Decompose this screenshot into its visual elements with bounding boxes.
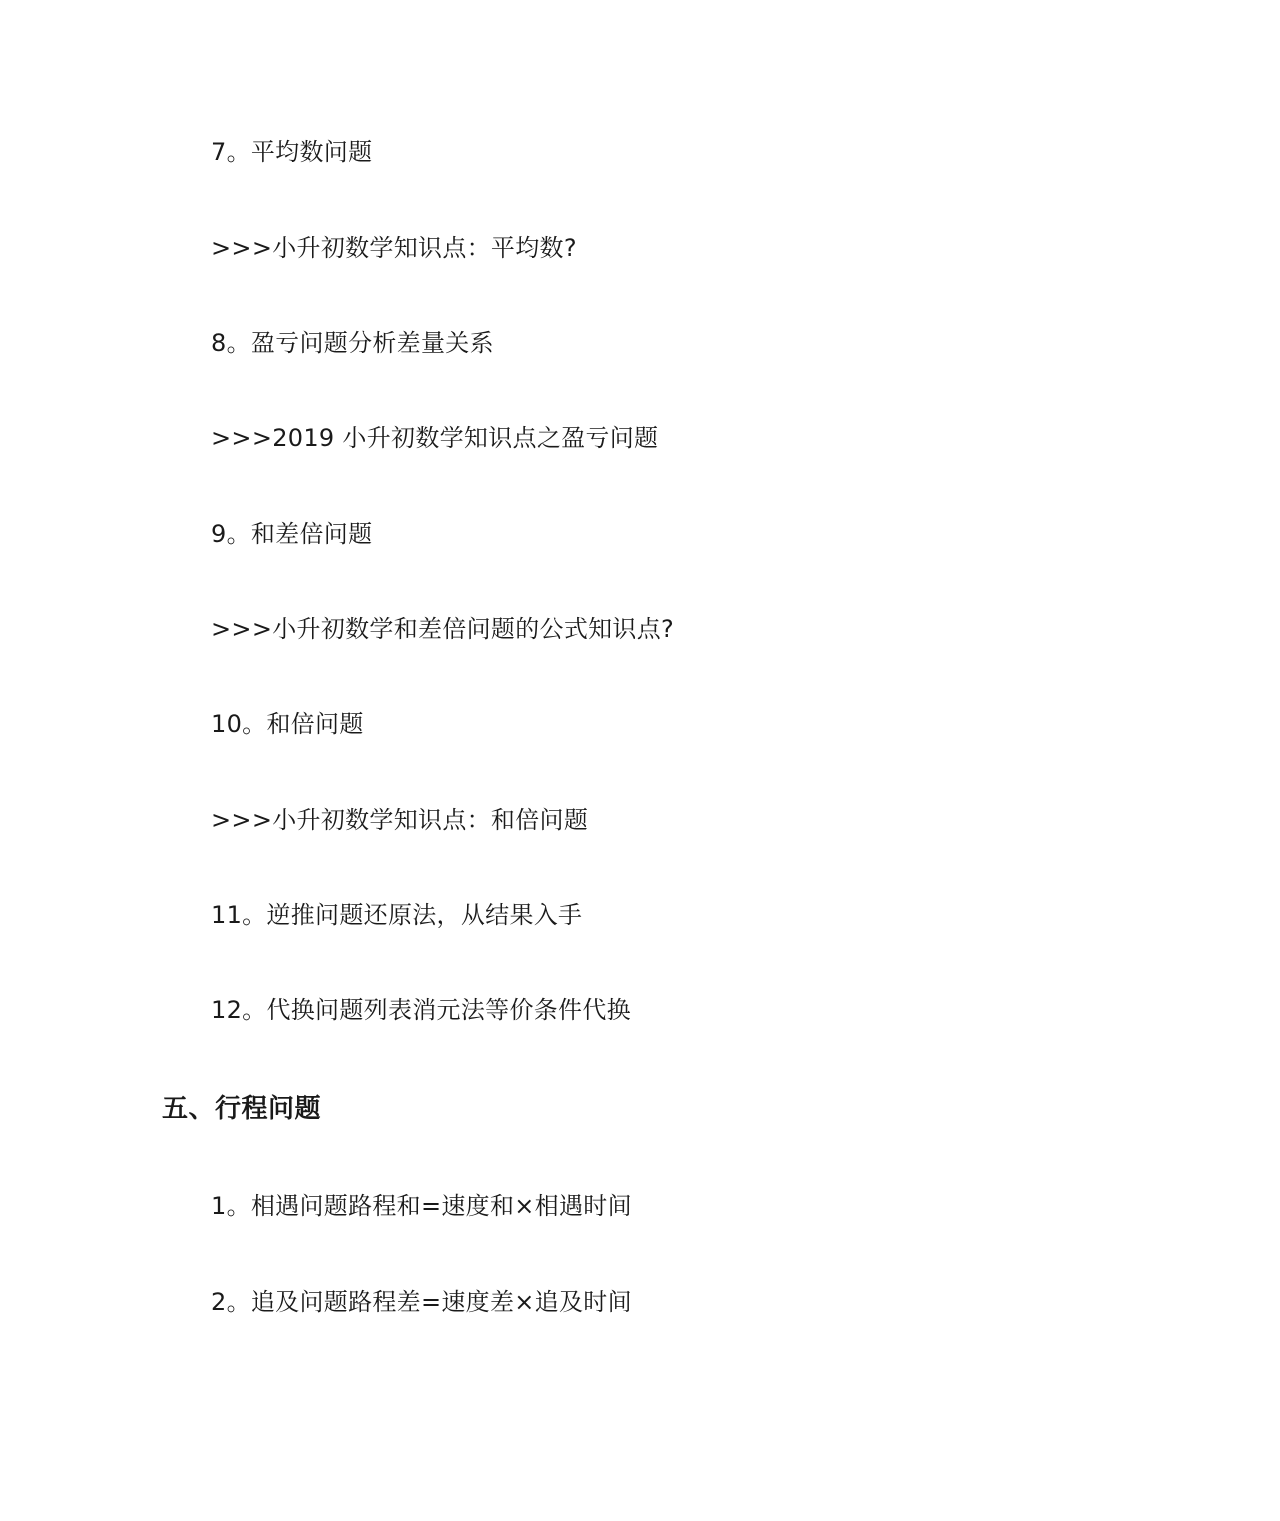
link-sum-difference-multiple-formula[interactable]: >>>小升初数学和差倍问题的公式知识点? [211,615,675,643]
list-item-substitution-problem: 12。代换问题列表消元法等价条件代换 [211,996,631,1024]
list-item-sum-multiple-problem: 10。和倍问题 [211,710,364,738]
link-sum-multiple-knowledge[interactable]: >>>小升初数学知识点：和倍问题 [211,806,589,834]
list-item-meeting-problem: 1。相遇问题路程和=速度和×相遇时间 [211,1192,632,1220]
list-item-average-problem: 7。平均数问题 [211,138,373,166]
list-item-surplus-deficit-problem: 8。盈亏问题分析差量关系 [211,329,494,357]
list-item-chase-problem: 2。追及问题路程差=速度差×追及时间 [211,1288,632,1316]
list-item-reverse-problem: 11。逆推问题还原法，从结果入手 [211,901,583,929]
list-item-sum-difference-multiple-problem: 9。和差倍问题 [211,520,373,548]
link-average-knowledge[interactable]: >>>小升初数学知识点：平均数? [211,234,577,262]
section-heading-travel-problems: 五、行程问题 [162,1094,322,1124]
link-surplus-deficit-knowledge[interactable]: >>>2019 小升初数学知识点之盈亏问题 [211,424,659,452]
